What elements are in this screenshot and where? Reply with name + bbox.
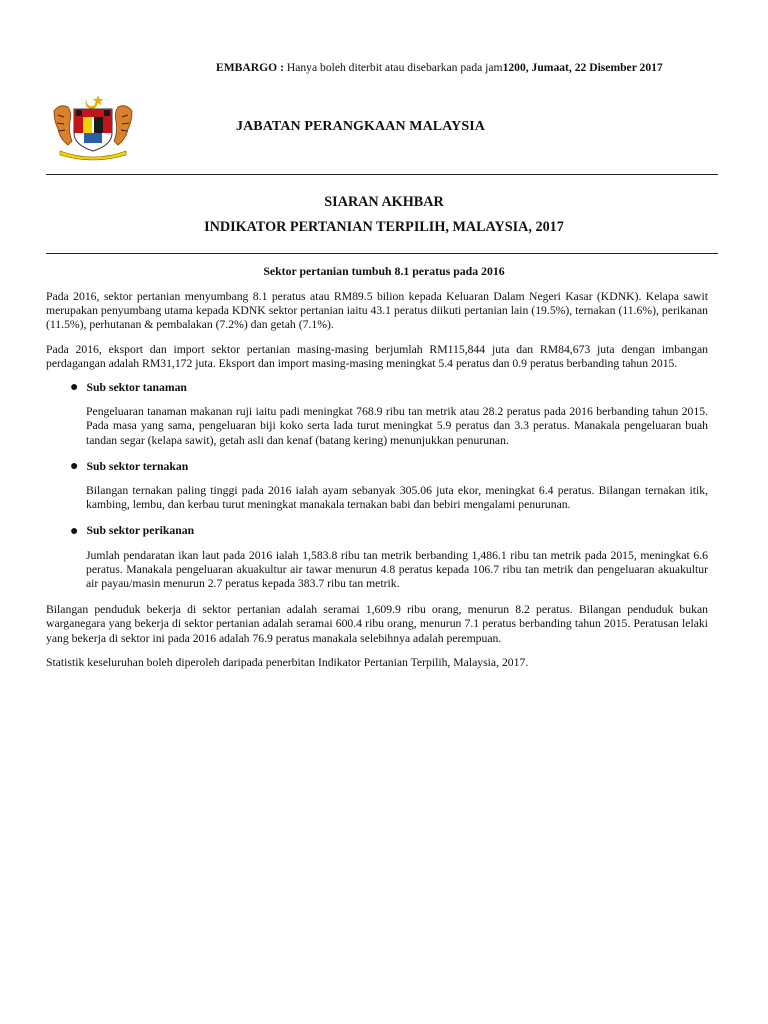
section-heading: Sub sektor ternakan [86,459,189,473]
section-heading: Sub sektor perikanan [86,524,195,538]
paragraph-gdp: Pada 2016, sektor pertanian menyumbang 8.1 peratus atau RM89.5 bilion kepada Keluaran Dalam Negeri Kasar (KDNK). Kelapa sawit merupakan penyumbang utama kepada KDNK sektor pertanian iaitu 43.1 peratus diikuti pertanian lain (19.5%), ternakan (11.6%), perikanan (11.5%), perhutanan & pembalakan (7.2%) dan getah (7.1%). [46,290,708,332]
press-release-body [46,290,708,680]
embargo-line [216,60,706,76]
agency-name: JABATAN PERANGKAAN MALAYSIA [236,119,486,134]
paragraph-employment: Bilangan penduduk bekerja di sektor pertanian adalah seramai 1,609.9 ribu orang, menurun 8.2 peratus. Bilangan penduduk bukan warganegara yang bekerja di sektor pertanian adalah seramai 600.4 ribu orang, menurun 7.1 peratus berbanding tahun 2015. Peratusan lelaki yang bekerja di sektor ini pada 2016 adalah 76.9 peratus manakala selebihnya adalah perempuan. [46,603,708,645]
section-livestock [46,460,708,513]
divider [46,253,718,254]
paragraph-statistics-source: Statistik keseluruhan boleh diperoleh daripada penerbitan Indikator Pertanian Terpilih, Malaysia, 2017. [46,655,529,669]
embargo-datetime: 1200, Jumaat, 22 Disember 2017 [502,61,663,74]
bullet-icon: ● [70,380,79,396]
report-title: INDIKATOR PERTANIAN TERPILIH, MALAYSIA, 2017 [204,219,564,235]
embargo-label: EMBARGO : [216,61,284,74]
headline: Sektor pertanian tumbuh 8.1 peratus pada 2016 [263,264,505,278]
section-text: Pengeluaran tanaman makanan ruji iaitu padi meningkat 768.9 ribu tan metrik atau 28.2 peratus pada 2016 berbanding tahun 2015. Pada masa yang sama, pengeluaran biji koko serta lada turut meningkat 5.9 peratus dan 3.3 peratus. Manakala pengeluaran buah tandan segar (kelapa sawit), getah asli dan kenaf (batang kering) menunjukkan penurunan. [86,405,708,447]
section-heading: Sub sektor tanaman [86,381,187,395]
release-title: SIARAN AKHBAR [324,194,444,210]
bullet-icon: ● [70,523,79,539]
section-text: Bilangan ternakan paling tinggi pada 2016 ialah ayam sebanyak 305.06 juta ekor, meningkat 6.4 peratus. Bilangan ternakan itik, kambing, lembu, dan kerbau turut meningkat manakala ternakan babi dan bebiri mengalami penurunan. [86,484,708,512]
malaysia-coat-of-arms-icon [46,93,140,161]
divider [46,174,718,175]
section-text: Jumlah pendaratan ikan laut pada 2016 ialah 1,583.8 ribu tan metrik berbanding 1,486.1 ribu tan metrik pada 2015, meningkat 6.6 peratus. Manakala pengeluaran akuakultur air tawar menurun 4.8 peratus kepada 106.7 ribu tan metrik dan pengeluaran akuakultur air payau/masin menurun 2.7 peratus kepada 383.7 ribu tan metrik. [86,548,708,591]
section-crops [46,381,708,448]
paragraph-trade: Pada 2016, eksport dan import sektor pertanian masing-masing berjumlah RM115,844 juta dan RM84,673 juta dengan imbangan perdagangan adalah RM31,172 juta. Eksport dan import masing-masing meningkat 5.4 peratus dan 0.9 peratus berbanding tahun 2015. [46,342,708,370]
bullet-icon: ● [70,458,79,474]
section-fisheries [46,524,708,591]
embargo-text: Hanya boleh diterbit atau disebarkan pada jam [286,61,503,74]
